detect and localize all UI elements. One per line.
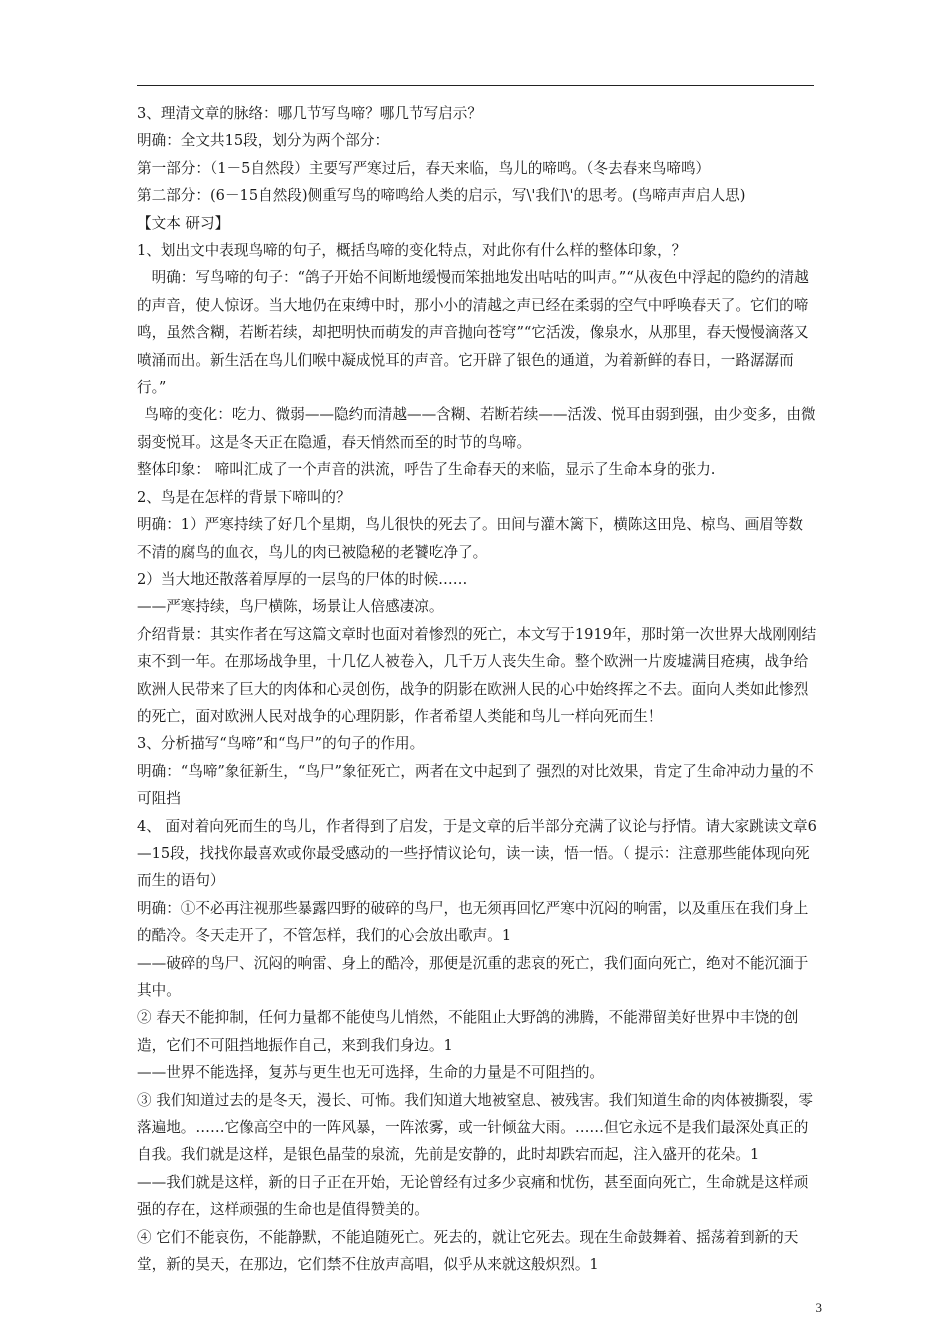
part-one: 第一部分：（1－5自然段）主要写严寒过后，春天来临，鸟儿的啼鸣。（冬去春来鸟啼鸣） — [137, 159, 711, 177]
overall-impression: 整体印象： 啼叫汇成了一个声音的洪流，呼告了生命春天的来临，显示了生命本身的张力. — [137, 461, 716, 479]
answer-paragraph: 明确：“鸟啼”象征新生，“鸟尸”象征死亡，两者在文中起到了 强烈的对比效果，肯定了生命冲动力量的不可阻挡 — [137, 762, 814, 808]
answer-paragraph: 明确：①不必再注视那些暴露四野的破碎的鸟尸，也无须再回忆严寒中沉闷的响雷，以及重压在我们身上的酷冷。冬天走开了，不管怎样，我们的心会放出歌声。1 — [137, 899, 809, 945]
quote-paragraph: ③ 我们知道过去的是冬天，漫长、可怖。我们知道大地被窒息、被残害。我们知道生命的肉体被撕裂，零落遍地。……它像高空中的一阵风暴，一阵浓雾，或一针倾盆大雨。……但它永远不是我们最深处真正的自我。我们就是这样，是银色晶莹的泉流，先前是安静的，此时却跌宕而起，注入盛开的花朵。1 — [137, 1091, 813, 1164]
question-1: 1、划出文中表现鸟啼的句子，概括鸟啼的变化特点，对此你有什么样的整体印象，？ — [137, 242, 687, 260]
answer-line: 明确：全文共15段，划分为两个部分： — [137, 132, 390, 150]
commentary: ——破碎的鸟尸、沉闷的响雷、身上的酷冷，那便是沉重的悲哀的死亡，我们面向死亡，绝对不能沉湎于其中。 — [137, 954, 809, 999]
question-3-heading: 3、理清文章的脉络：哪几节写鸟啼？哪几节写启示？ — [137, 105, 482, 122]
answer-paragraph: 明确：1）严寒持续了好几个星期，鸟儿很快的死去了。田间与灌木篱下，横陈这田凫、椋鸟、画眉等数不清的腐鸟的血衣，鸟儿的肉已被隐秘的老饕吃净了。 — [137, 516, 804, 561]
section-heading: 【文本 研习】 — [137, 214, 230, 232]
header-rule — [137, 85, 814, 86]
bird-call-change: 鸟啼的变化：吃力、微弱——隐约而清越——含糊、若断若续——活泼、悦耳由弱到强，由少变多，由微弱变悦耳。这是冬天正在隐遁，春天悄然而至的时节的鸟啼。 — [137, 406, 816, 451]
commentary: ——我们就是这样，新的日子正在开始，无论曾经有过多少哀痛和忧伤，甚至面向死亡，生命就是这样顽强的存在，这样顽强的生命也是值得赞美的。 — [137, 1173, 809, 1219]
background-paragraph: 介绍背景：其实作者在写这篇文章时也面对着惨烈的死亡，本文写于1919年，那时第一次世界大战刚刚结束不到一年。在那场战争里，十几亿人被卷入，几千万人丧失生命。整个欧洲一片废墟满目疮痍，战争给欧洲人民带来了巨大的肉体和心灵创伤，战争的阴影在欧洲人民的心中始终挥之不去。面向人类如此惨烈的死亡，面对欧洲人民对战争的心理阴影，作者希望人类能和鸟儿一样向死而生！ — [137, 625, 817, 725]
question-3: 3、分析描写“鸟啼”和“鸟尸”的句子的作用。 — [137, 735, 425, 753]
part-two: 第二部分：(6－15自然段)侧重写鸟的啼鸣给人类的启示，写\'我们\'的思考。(鸟啼声声启人思) — [137, 187, 746, 205]
quote-paragraph: ④ 它们不能哀伤，不能静默，不能追随死亡。死去的，就让它死去。现在生命鼓舞着、摇荡着到新的天堂，新的昊天，在那边，它们禁不住放声高唱，似乎从来就这般炽烈。1 — [137, 1228, 799, 1274]
answer-line: 2）当大地还散落着厚厚的一层鸟的尸体的时候…… — [137, 570, 468, 588]
page-number: 3 — [815, 1300, 822, 1315]
commentary: ——世界不能选择，复苏与更生也无可选择，生命的力量是不可阻挡的。 — [137, 1064, 605, 1082]
question-2: 2、鸟是在怎样的背景下啼叫的？ — [137, 488, 351, 506]
answer-paragraph: 明确：写鸟啼的句子：“鸽子开始不间断地缓慢而笨拙地发出咕咕的叫声。”“从夜色中浮起的隐约的清越的声音，使人惊讶。当大地仍在束缚中时，那小小的清越之声已经在柔弱的空气中呼唤春天了。它们的啼鸣，虽然含糊，若断若续，却把明快而萌发的声音抛向苍穹”“它活泼，像泉水，从那里，春天慢慢滴落又喷涌而出。新生活在鸟儿们喉中凝成悦耳的声音。它开辟了银色的通道，为着新鲜的春日，一路潺潺而行。” — [137, 269, 809, 397]
question-4: 4、 面对着向死而生的鸟儿，作者得到了启发，于是文章的后半部分充满了议论与抒情。请大家跳读文章6—15段，找找你最喜欢或你最受感动的一些抒情议论句，读一读，悟一悟。（ 提示：注意那些能体现向死而生的语句） — [137, 817, 817, 890]
answer-line: ——严寒持续，鸟尸横陈，场景让人倍感凄凉。 — [137, 598, 444, 616]
quote-paragraph: ② 春天不能抑制，任何力量都不能使鸟儿悄然，不能阻止大野鸽的沸腾，不能滞留美好世界中丰饶的创造，它们不可阻挡地振作自己，来到我们身边。1 — [137, 1009, 799, 1054]
document-body — [137, 100, 817, 1278]
